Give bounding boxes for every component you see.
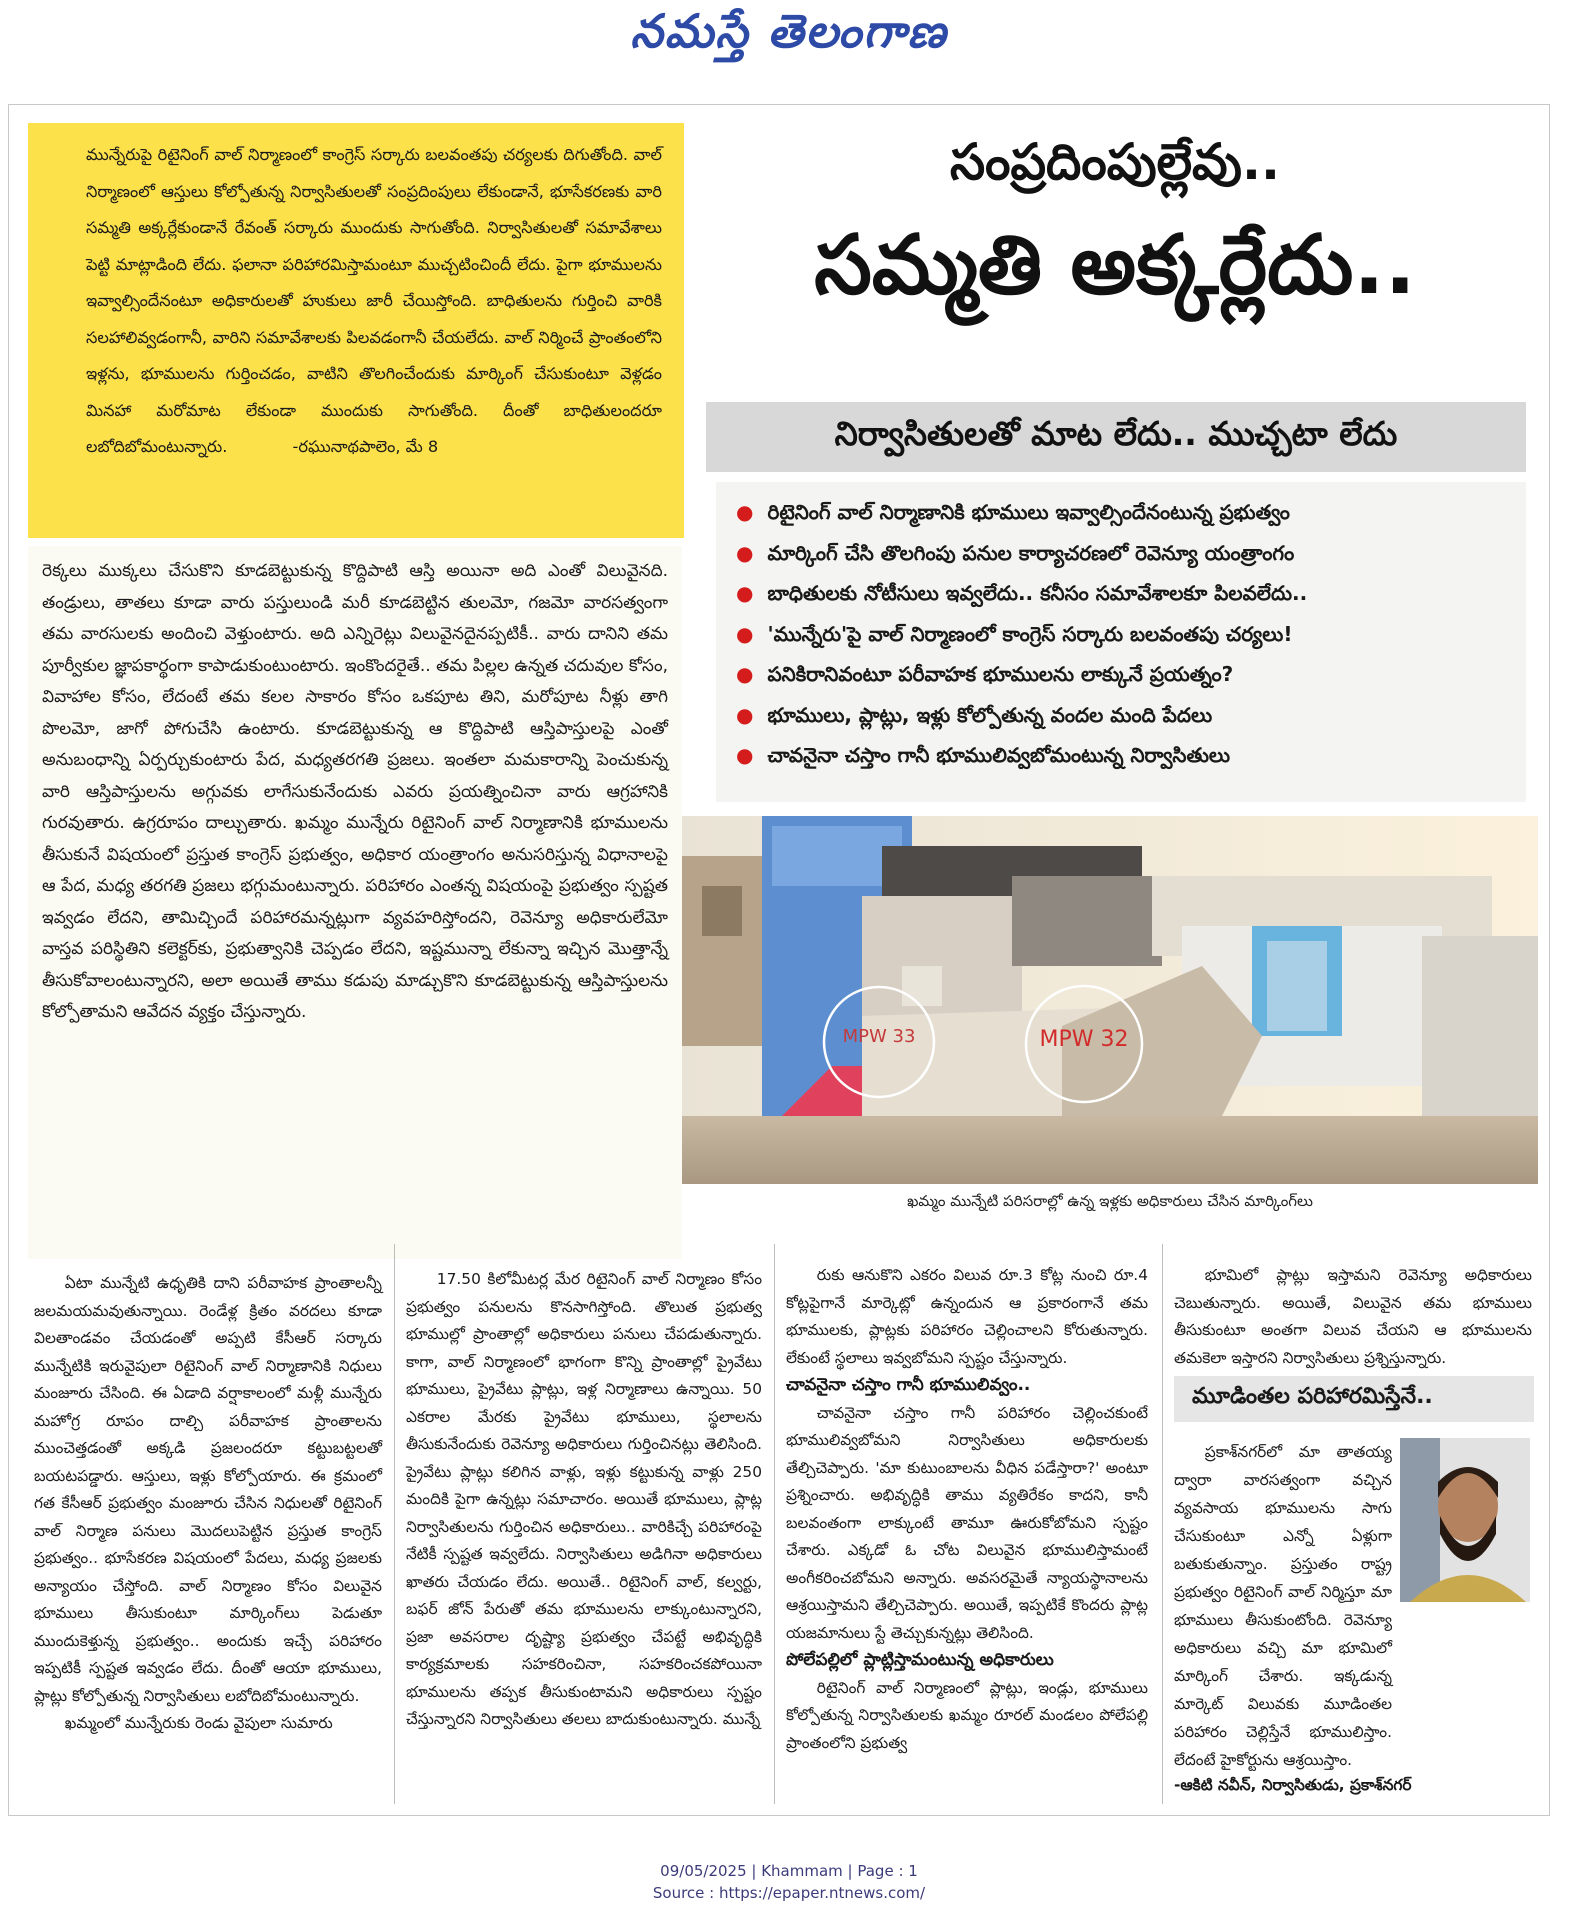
bullet-dot-icon: ● [736, 540, 754, 565]
column-1-paragraph: ఖమ్మంలో మున్నేరుకు రెండు వైపులా సుమారు [64, 1714, 333, 1732]
column-separator [394, 1244, 395, 1804]
bullet-dot-icon: ● [736, 500, 754, 524]
column-4-paragraph: భూమిలో ప్లాట్లు ఇస్తామని రెవెన్యూ అధికారులు చెబుతున్నారు. అయితే, విలువైన తమ భూములు తీసుకుంటూ అంతగా విలువ చేయని ఆ భూములను తమకెలా ఇస్తారని నిర్వాసితులు ప్రశ్నిస్తున్నారు. [1174, 1266, 1532, 1367]
interview-signoff: -ఆకిటి నవీన్, నిర్వాసితుడు, ప్రకాశ్‌నగర్ [1174, 1776, 1412, 1794]
bullet-item: ● చావనైనా చస్తాం గానీ భూములివ్వబోమంటున్న నిర్వాసితులు [736, 743, 1231, 767]
bullet-dot-icon: ● [736, 581, 754, 605]
photo-marking-33: MPW 33 [842, 1026, 916, 1047]
lead-column: రెక్కలు ముక్కలు చేసుకొని కూడబెట్టుకున్న కొద్దిపాటి ఆస్తి అయినా అది ఎంతో విలువైనది. తండ్రులు, తాతలు కూడా వారు పస్తులుండి మరీ కూడబెట్టిన తులమో, గజమో వారసత్వంగా తమ వారసులకు అందించి వెళ్తుంటారు. అది ఎన్నిరెట్లు విలువైనదైనప్పటికీ.. వారు దానిని తమ పూర్వీకుల జ్ఞాపకార్థంగా కాపాడుకుంటుంటారు. ఇంకొందరైతే.. తమ పిల్లల ఉన్నత చదువుల కోసం, వివాహాల కోసం, లేదంటే తమ కలల సాకారం కోసం ఒకపూట తిని, మరోపూట నీళ్లు తాగి పొలమో, జాగో పోగుచేసి ఉంటారు. కూడబెట్టుకున్న ఆ కొద్దిపాటి ఆస్తిపాస్తులపై ఎంతో అనుబంధాన్ని ఏర్పర్చుకుంటారు పేద, మధ్యతరగతి ప్రజలు. ఇంతలా మమకారాన్ని పెంచుకున్న వారి ఆస్తిపాస్తులను అగ్గువకు లాగేసుకునేందుకు ఎవరు ప్రయత్నించినా వారు ఆగ్రహానికి గురవుతారు. ఉగ్రరూపం దాల్చుతారు. ఖమ్మం మున్నేరు రిటైనింగ్ వాల్ నిర్మాణానికి భూములను తీసుకునే విషయంలో ప్రస్తుత కాంగ్రెస్ ప్రభుత్వం, అధికార యంత్రాంగం అనుసరిస్తున్న విధానాలపై ఆ పేద, మధ్య తరగతి ప్రజలు భగ్గుమంటున్నారు. పరిహారం ఎంతన్న విషయంపై ప్రభుత్వం స్పష్టత ఇవ్వడం లేదని, తామిచ్చిందే పరిహారమన్నట్లుగా వ్యవహరిస్తోందని, రెవెన్యూ అధికారులేమో వాస్తవ పరిస్థితిని కలెక్టర్‌కు, ప్రభుత్వానికి చెప్పడం లేదని, ఇష్టమున్నా లేకున్నా ఇచ్చిన మొత్తాన్నే తీసుకోవాలంటున్నారని, అలా అయితే తాము కడుపు మాడ్చుకొని కూడబెట్టుకున్న ఆస్తిపాస్తులను కోల్పోతామని ఆవేదన వ్యక్తం చేస్తున్నారు. [28, 546, 682, 1259]
column-separator [1162, 1244, 1163, 1804]
interview-paragraph: ప్రకాశ్‌నగర్‌లో మా తాతయ్య ద్వారా వారసత్వంగా వచ్చిన వ్యవసాయ భూములను సాగు చేసుకుంటూ ఎన్నో ఏళ్లుగా బతుకుతున్నాం. ప్రస్తుతం రాష్ట్ర ప్రభుత్వం రిటైనింగ్ వాల్ నిర్మిస్తూ మా భూములు తీసుకుంటోంది. రెవెన్యూ అధికారులు వచ్చి మా భూమిలో మార్కింగ్ చేశారు. ఇక్కడున్న మార్కెట్ విలువకు మూడింతల పరిహారం చెల్లిస్తేనే భూములిస్తాం. లేదంటే హైకోర్టును ఆశ్రయిస్తాం. [1174, 1443, 1392, 1769]
column-3-paragraph: రిటైనింగ్ వాల్ నిర్మాణంలో ప్లాట్లు, ఇండ్లు, భూములు కోల్పోతున్న నిర్వాసితులకు ఖమ్మం రూరల్ మండలం పోలేపల్లి ప్రాంతంలోని ప్రభుత్వ [786, 1678, 1148, 1752]
subheadline: నిర్వాసితులతో మాట లేదు.. ముచ్చటా లేదు [706, 402, 1526, 472]
bullet-item: ● పనికిరానివంటూ పరీవాహక భూములను లాక్కునే ప్రయత్నం? [736, 662, 1234, 686]
interview-heading: మూడింతల పరిహారమిస్తేనే.. [1174, 1376, 1534, 1422]
footer-source-link[interactable]: Source : https://epaper.ntnews.com/ [652, 1884, 926, 1902]
bullet-dot-icon: ● [736, 702, 754, 727]
photo-caption: ఖమ్మం మున్నేటి పరిసరాల్లో ఉన్న ఇళ్లకు అధికారులు చేసిన మార్కింగ్‌లు [907, 1192, 1313, 1210]
column-3-paragraph: రుకు ఆనుకొని ఎకరం విలువ రూ.3 కోట్ల నుంచి రూ.4 కోట్లపైగానే మార్కెట్లో ఉన్నందున ఆ ప్రకారంగానే తమ భూములకు, ప్లాట్లకు పరిహారం చెల్లించాలని కోరుతున్నారు. లేకుంటే స్థలాలు ఇవ్వబోమని స్పష్టం చేస్తున్నారు. [786, 1266, 1148, 1367]
interview-body [1166, 1438, 1398, 1769]
bullet-item: ● భూములు, ప్లాట్లు, ఇళ్లు కోల్పోతున్న వందల మంది పేదలు [736, 702, 1213, 727]
column-1-paragraph: ఏటా మున్నేటి ఉధృతికి దాని పరీవాహక ప్రాంతాలన్నీ జలమయమవుతున్నాయి. రెండేళ్ల క్రితం వరదలు కూడా విలతాండవం చేయడంతో అప్పటి కేసీఆర్ సర్కారు మున్నేటికి ఇరువైపులా రిటైనింగ్ వాల్ నిర్మాణానికి నిధులు మంజూరు చేసింది. ఈ ఏడాది వర్షాకాలంలో మళ్లీ మున్నేరు మహోగ్ర రూపం దాల్చి పరీవాహక ప్రాంతాలను ముంచెత్తడంతో అక్కడి ప్రజలందరూ కట్టుబట్టలతో బయటపడ్డారు. ఆస్తులు, ఇళ్లు కోల్పోయారు. ఈ క్రమంలో గత కేసీఆర్ ప్రభుత్వం మంజూరు చేసిన నిధులతో రిటైనింగ్ వాల్ నిర్మాణ పనులు మొదలుపెట్టిన ప్రస్తుత కాంగ్రెస్ ప్రభుత్వం.. భూసేకరణ విషయంలో పేదలు, మధ్య ప్రజలకు అన్యాయం చేస్తోంది. వాల్ నిర్మాణం కోసం విలువైన భూములు తీసుకుంటూ మార్కింగ్‌లు పెడుతూ ముందుకెళ్తున్న ప్రభుత్వం.. అందుకు ఇచ్చే పరిహారం ఇప్పటికీ స్పష్టత ఇవ్వడం లేదు. దీంతో ఆయా భూములు, ప్లాట్లు కోల్పోతున్న నిర్వాసితులు లబోదిబోమంటున్నారు. [34, 1274, 382, 1705]
news-photo [682, 816, 1538, 1184]
portrait-photo [1400, 1438, 1530, 1602]
bullet-item: ● 'మున్నేరు'పై వాల్ నిర్మాణంలో కాంగ్రెస్ సర్కారు బలవంతపు చర్యలు! [736, 621, 1293, 646]
column-3-subheading: పోలేపల్లిలో ప్లాట్లిస్తామంటున్న అధికారులు [786, 1650, 1054, 1670]
bullet-list [716, 482, 1526, 802]
bullet-item: ● మార్కింగ్ చేసి తొలగింపు పనుల కార్యాచరణలో రెవెన్యూ యంత్రాంగం [736, 540, 1295, 565]
headline-line-2: సమ్మతి అక్కర్లేదు.. [814, 218, 1416, 313]
column-4 [1166, 1262, 1540, 1374]
bullet-item: ● రిటైనింగ్ వాల్ నిర్మాణానికి భూములు ఇవ్వాల్సిందేనంటున్న ప్రభుత్వం [736, 500, 1290, 524]
intro-dateline: -రఘునాథపాలెం, మే 8 [292, 437, 439, 456]
bullet-item: ● బాధితులకు నోటీసులు ఇవ్వలేదు.. కనీసం సమావేశాలకూ పిలవలేదు.. [736, 581, 1308, 605]
bullet-dot-icon: ● [736, 743, 754, 767]
column-2 [398, 1262, 770, 1802]
bullet-dot-icon: ● [736, 662, 754, 686]
column-1 [28, 1262, 390, 1802]
bullet-dot-icon: ● [736, 621, 754, 646]
page-footer [0, 1860, 1578, 1904]
column-3-subheading: చావనైనా చస్తాం గానీ భూములివ్వం.. [786, 1375, 1031, 1395]
headline [700, 118, 1530, 326]
column-3-paragraph: చావనైనా చస్తాం గానీ పరిహారం చెల్లించకుంటే భూములివ్వబోమని నిర్వాసితులు అధికారులకు తేల్చిచెప్పారు. 'మా కుటుంబాలను వీధిన పడేస్తారా?' అంటూ ప్రశ్నించారు. అభివృద్ధికి తాము వ్యతిరేకం కాదని, కానీ బలవంతంగా లాక్కుంటే తామూ ఊరుకోబోమని స్పష్టం చేశారు. ఎక్కడో ఓ చోట విలువైన భూములిస్తామంటే అంగీకరించబోమని అన్నారు. అవసరమైతే న్యాయస్థానాలను ఆశ్రయిస్తామని తేల్చిచెప్పారు. అయితే, ఇప్పటికే కొందరు ప్లాట్ల యజమానులు స్టే తెచ్చుకున్నట్లు తెలిసింది. [786, 1403, 1148, 1642]
masthead-title: నమస్తే తెలంగాణ [630, 4, 948, 58]
news-photo-illustration [682, 816, 1538, 1184]
column-3 [778, 1262, 1156, 1802]
intro-text: మున్నేరుపై రిటైనింగ్ వాల్ నిర్మాణంలో కాంగ్రెస్ సర్కారు బలవంతపు చర్యలకు దిగుతోంది. వాల్ నిర్మాణంలో ఆస్తులు కోల్పోతున్న నిర్వాసితులతో సంప్రదింపులు లేకుండానే, భూసేకరణకు వారి సమ్మతి అక్కర్లేకుండానే రేవంత్ సర్కారు ముందుకు సాగుతోంది. నిర్వాసితులతో సమావేశాలు పెట్టి మాట్లాడింది లేదు. ఫలానా పరిహారమిస్తామంటూ ముచ్చటించిందీ లేదు. పైగా భూములను ఇవ్వాల్సిందేనంటూ అధికారులతో హుకులు జారీ చేయిస్తోంది. బాధితులను గుర్తించి వారికి సలహాలివ్వడంగానీ, వారిని సమావేశాలకు పిలవడంగానీ చేయలేదు. వాల్ నిర్మించే ప్రాంతంలోని ఇళ్లను, భూములను గుర్తించడం, వాటిని తొలగించేందుకు మార్కింగ్ చేసుకుంటూ వెళ్లడం మినహా మరోమాట లేకుండా ముందుకు సాగుతోంది. దీంతో బాధితులందరూ లబోదిబోమంటున్నారు. [86, 145, 662, 456]
column-separator [774, 1244, 775, 1804]
person-portrait-icon [1400, 1438, 1530, 1602]
headline-line-1: సంప్రదింపుల్లేవు.. [950, 133, 1280, 191]
footer-edition-line: 09/05/2025 | Khammam | Page : 1 [660, 1862, 918, 1880]
intro-box [28, 123, 684, 538]
photo-marking-32: MPW 32 [1039, 1027, 1129, 1052]
column-2-paragraph: 17.50 కిలోమీటర్ల మేర రిటైనింగ్ వాల్ నిర్మాణం కోసం ప్రభుత్వం పనులను కొనసాగిస్తోంది. తొలుత ప్రభుత్వ భూముల్లో ప్రాంతాల్లో అధికారులు పనులు చేపడుతున్నారు. కాగా, వాల్ నిర్మాణంలో భాగంగా కొన్ని ప్రాంతాల్లో ప్రైవేటు భూములు, ప్రైవేటు ప్లాట్లు, ఇళ్ల నిర్మాణాలు ఉన్నాయి. 50 ఎకరాల మేరకు ప్రైవేటు భూములు, స్థలాలను తీసుకునేందుకు రెవెన్యూ అధికారులు గుర్తించినట్లు తెలిసింది. ప్రైవేటు ప్లాట్లు కలిగిన వాళ్లు, ఇళ్లు కట్టుకున్న వాళ్లు 250 మందికి పైగా ఉన్నట్లు సమాచారం. అయితే భూములు, ప్లాట్ల నిర్వాసితులను గుర్తించిన అధికారులు.. వారికిచ్చే పరిహారంపై నేటికీ స్పష్టత ఇవ్వలేదు. నిర్వాసితులు అడిగినా అధికారులు ఖాతరు చేయడం లేదు. అయితే.. రిటైనింగ్ వాల్, కల్వర్టు, బఫర్ జోన్ పేరుతో తమ భూములను లాక్కుంటున్నారని, ప్రజా అవసరాల దృష్ట్యా ప్రభుత్వం చేపట్టే అభివృద్ధికి కార్యక్రమాలకు సహకరించినా, సహకరించకపోయినా భూములను తప్పక తీసుకుంటామని అధికారులు స్పష్టం చేస్తున్నారని నిర్వాసితులు తలలు బాదుకుంటున్నారు. మున్నే [406, 1270, 762, 1728]
